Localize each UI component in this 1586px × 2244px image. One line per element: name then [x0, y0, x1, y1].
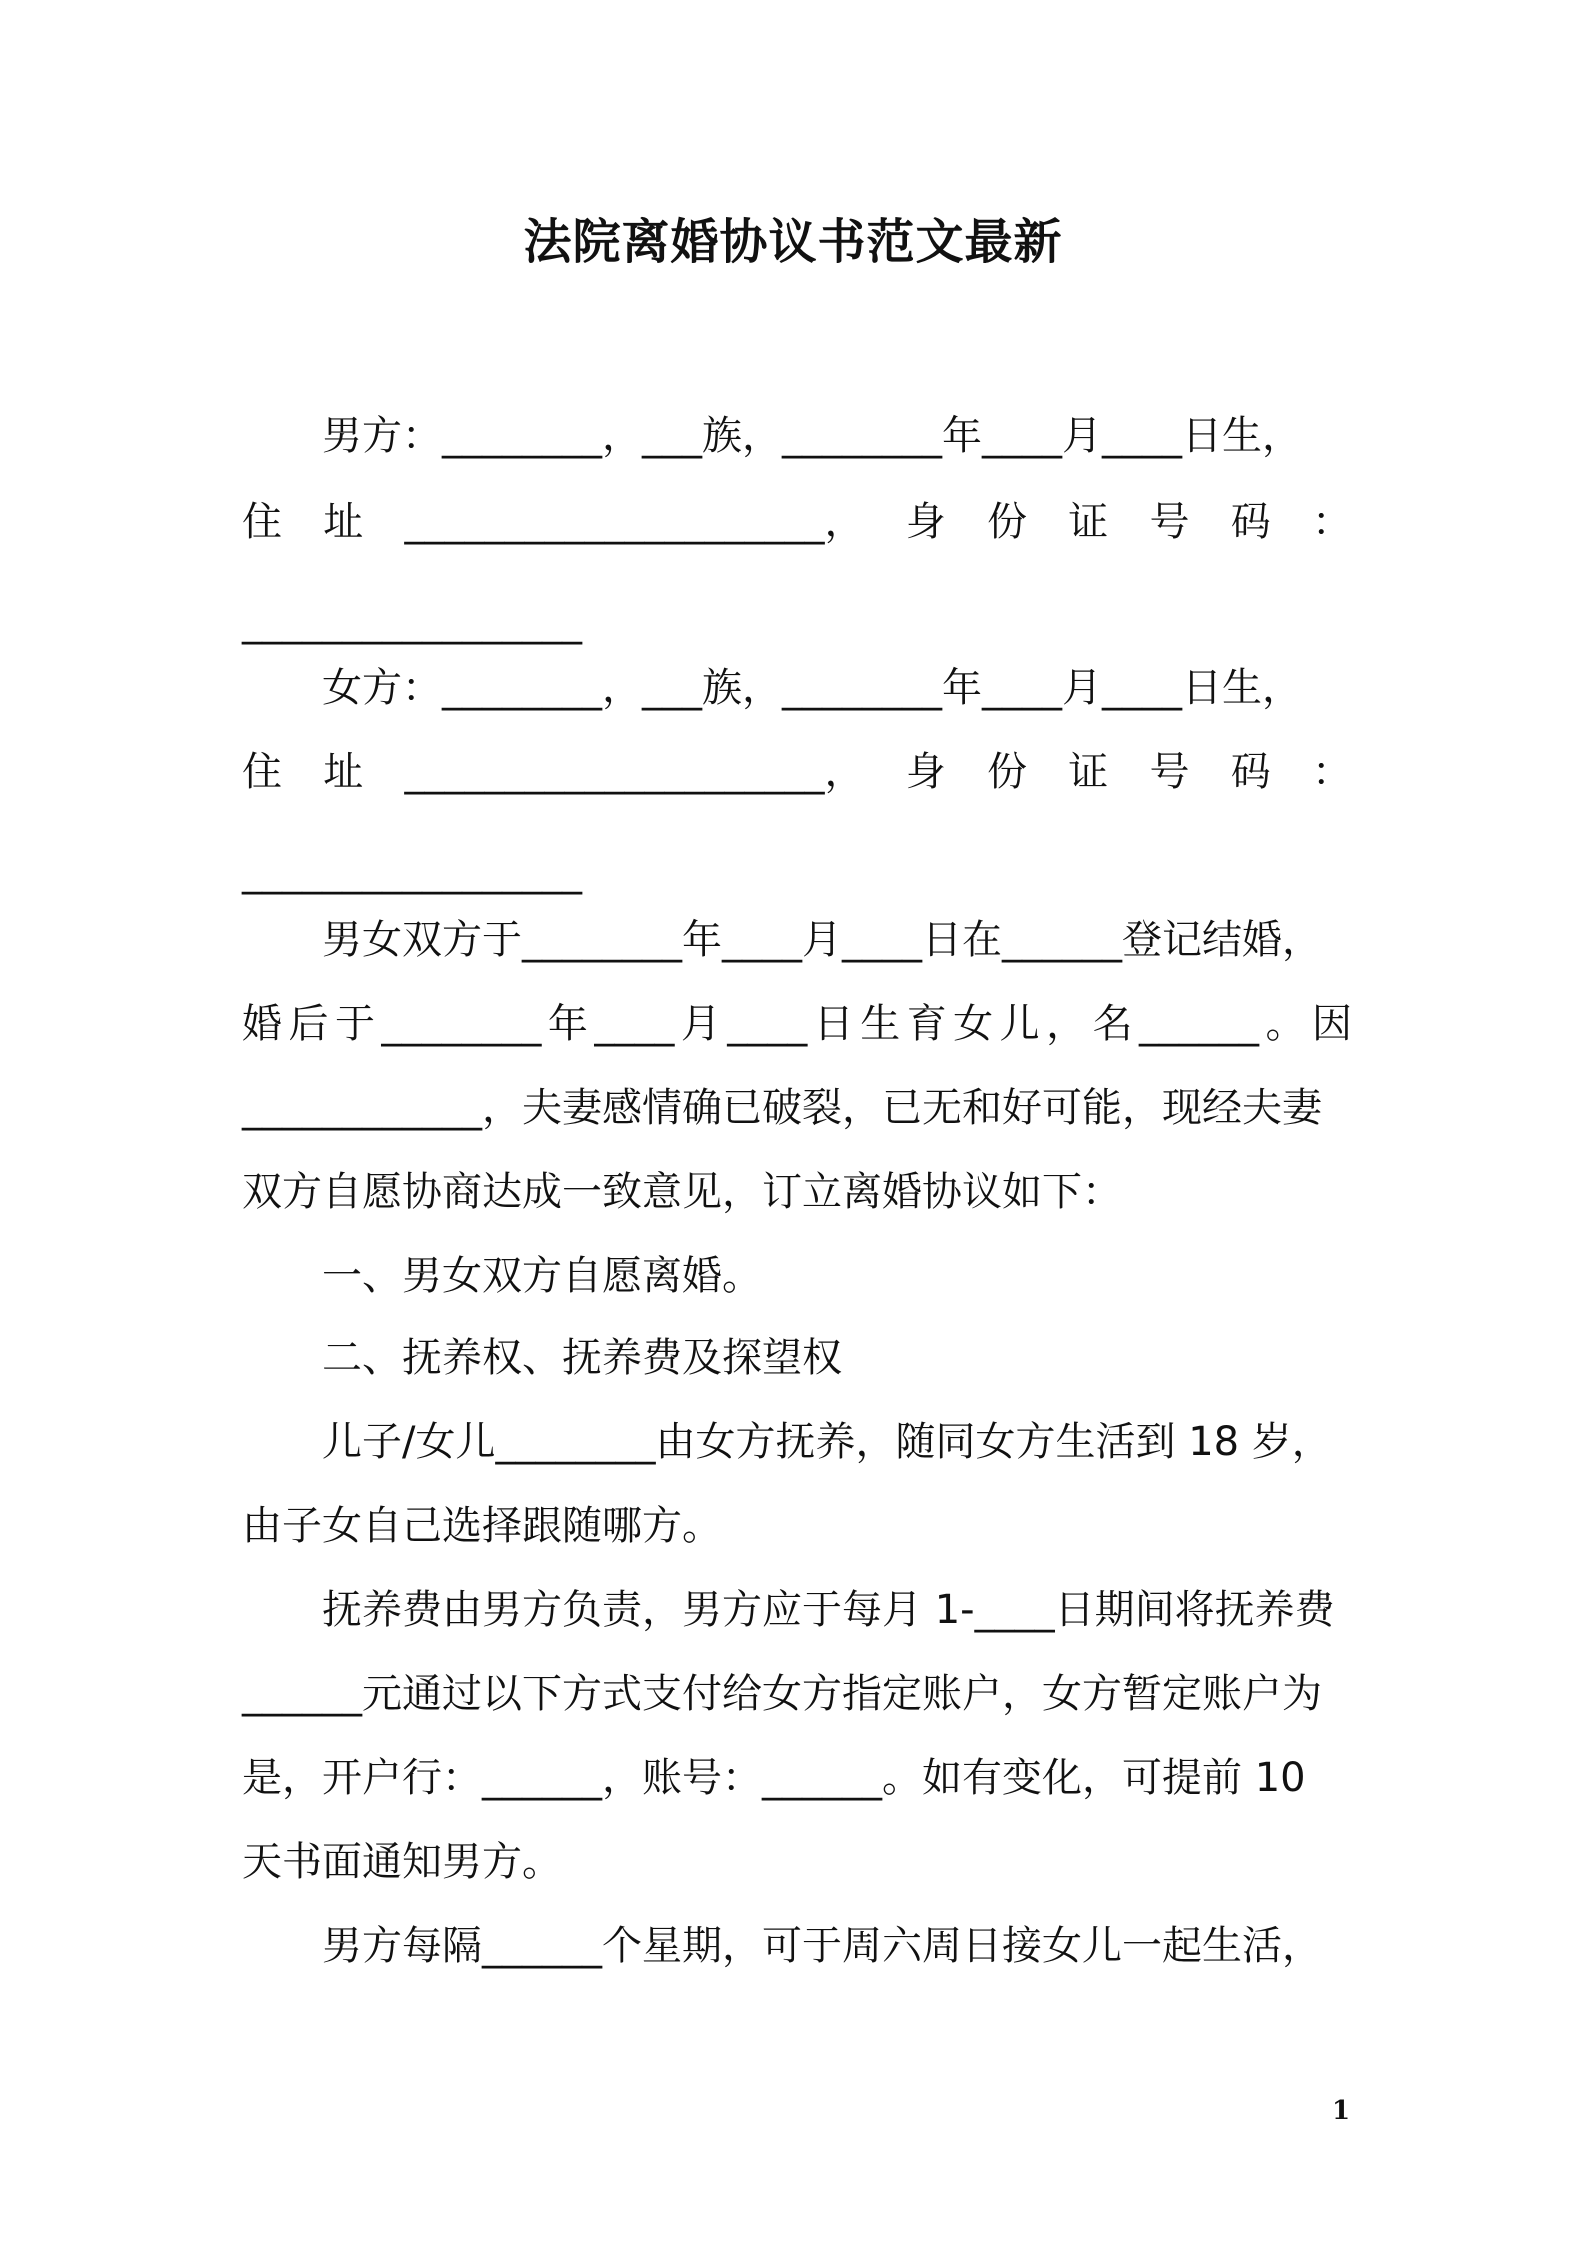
id-label-char: ： [1312, 749, 1352, 795]
id-label-char: 份 [987, 749, 1027, 795]
text-char: 婚 [242, 1001, 282, 1047]
text-char: 儿 [999, 1001, 1040, 1047]
text-char: 日 [813, 1001, 854, 1047]
text-char: ， [1046, 1001, 1087, 1047]
support-line-3: 是，开户行：______，账号：______。如有变化，可提前 10 [242, 1755, 1306, 1801]
children-line [242, 996, 1352, 1052]
female-id-blank: _________________ [242, 849, 582, 895]
support-line: 抚养费由男方负责，男方应于每月 1-____日期间将抚养费 [322, 1587, 1335, 1633]
id-label-char: 证 [1068, 749, 1109, 795]
address-char: 址 [323, 499, 364, 545]
text-char: 育 [906, 1001, 947, 1047]
agreement-intro-line: 双方自愿协商达成一致意见，订立离婚协议如下： [242, 1169, 1122, 1215]
document-title: 法院离婚协议书范文最新 [523, 214, 1063, 270]
female-info-line: 女方：________，___族，________年____月____日生， [322, 665, 1302, 711]
visitation-line: 男方每隔______个星期，可于周六周日接女儿一起生活， [322, 1923, 1322, 1969]
text-blank: ____ [594, 1001, 675, 1047]
id-label-char: 身 [905, 749, 946, 795]
text-char: 女 [953, 1001, 994, 1047]
reason-line: ____________，夫妻感情确已破裂，已无和好可能，现经夫妻 [242, 1085, 1322, 1131]
address-blank: _____________________， [404, 749, 865, 795]
support-line-2: ______元通过以下方式支付给女方指定账户，女方暂定账户为 [242, 1671, 1322, 1717]
address-char: 址 [323, 749, 364, 795]
text-char: 名 [1092, 1001, 1133, 1047]
clause-two-heading: 二、抚养权、抚养费及探望权 [322, 1335, 842, 1381]
text-char: 生 [860, 1001, 901, 1047]
marriage-line: 男女双方于________年____月____日在______登记结婚， [322, 917, 1322, 963]
id-label-char: 号 [1149, 499, 1190, 545]
page-number: 1 [1332, 2096, 1351, 2126]
text-blank: ________ [381, 1001, 542, 1047]
clause-one: 一、男女双方自愿离婚。 [322, 1253, 762, 1299]
female-address-line [242, 744, 1352, 800]
id-label-char: 号 [1149, 749, 1190, 795]
custody-line-2: 由子女自己选择跟随哪方。 [242, 1503, 722, 1549]
custody-line: 儿子/女儿________由女方抚养，随同女方生活到 18 岁， [322, 1419, 1332, 1465]
address-char: 住 [242, 749, 282, 795]
male-id-blank: _________________ [242, 599, 582, 645]
text-char: 于 [334, 1001, 375, 1047]
address-blank: _____________________， [404, 499, 865, 545]
id-label-char: 份 [987, 499, 1027, 545]
text-blank: ______ [1139, 1001, 1260, 1047]
id-label-char: 身 [905, 499, 946, 545]
text-blank: ____ [727, 1001, 808, 1047]
male-address-line [242, 494, 1352, 550]
id-label-char: 证 [1068, 499, 1109, 545]
text-char: 。 [1265, 1001, 1306, 1047]
id-label-char: ： [1312, 499, 1352, 545]
id-label-char: 码 [1230, 749, 1271, 795]
text-char: 月 [680, 1001, 721, 1047]
male-info-line: 男方：________，___族，________年____月____日生， [322, 413, 1302, 459]
text-char: 后 [288, 1001, 329, 1047]
support-line-4: 天书面通知男方。 [242, 1839, 562, 1885]
address-char: 住 [242, 499, 282, 545]
id-label-char: 码 [1230, 499, 1271, 545]
text-char: 因 [1311, 1001, 1352, 1047]
text-char: 年 [547, 1001, 588, 1047]
